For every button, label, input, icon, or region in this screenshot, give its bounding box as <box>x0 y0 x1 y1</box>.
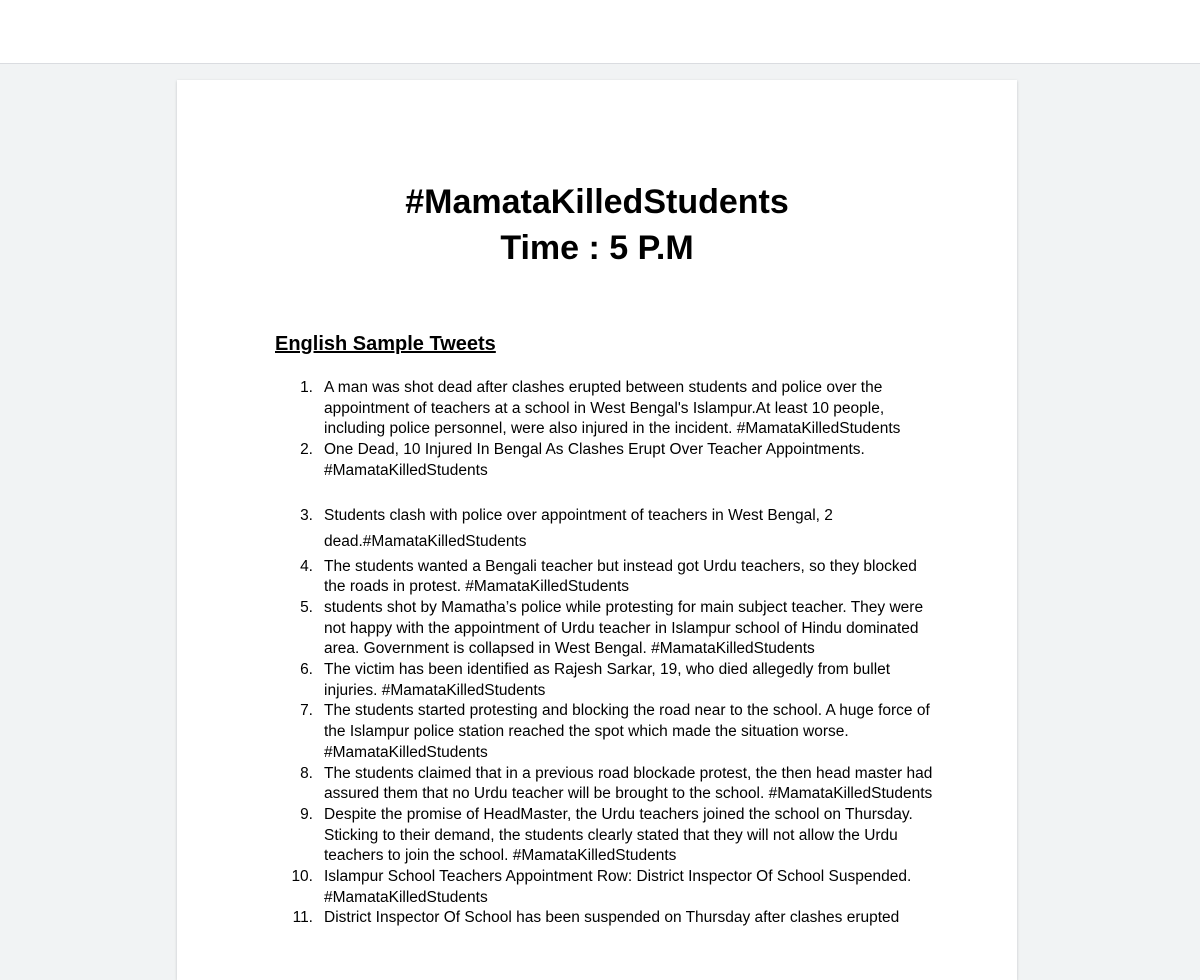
list-number: 6. <box>300 661 313 679</box>
list-number: 11. <box>292 909 313 927</box>
list-number: 8. <box>300 764 313 782</box>
list-number: 3. <box>300 506 313 524</box>
tweet-text: District Inspector Of School has been suspended on Thursday after clashes erupted <box>324 909 900 927</box>
list-number: 4. <box>300 557 313 575</box>
tweet-text: The students wanted a Bengali teacher but instead got Urdu teachers, so they blocked the roads in protest. #MamataKilledStudents <box>324 557 917 596</box>
tweet-text: The victim has been identified as Rajesh Sarkar, 19, who died allegedly from bullet injuries. #MamataKilledStudents <box>324 661 891 699</box>
document-page <box>177 80 1017 980</box>
tweet-list <box>275 378 935 929</box>
tweet-text: Despite the promise of HeadMaster, the Urdu teachers joined the school on Thursday. Sticking to their demand, the students clearly stated that they will not allow the Urdu teachers to join the school. #MamataKilledStudents <box>324 805 913 865</box>
list-item <box>275 503 935 556</box>
tweet-text: The students started protesting and blocking the road near to the school. A huge force of the Islampur police station reached the spot which made the situation worse. #MamataKilledStudents <box>324 702 930 761</box>
tweet-text: Students clash with police over appointment of teachers in West Bengal, 2 dead.#MamataKilledStudents <box>324 506 833 551</box>
list-item <box>275 701 935 763</box>
tweet-text: The students claimed that in a previous road blockade protest, the then head master had assured them that no Urdu teacher will be brought to the school. #MamataKilledStudents <box>324 764 933 803</box>
tweet-text: Islampur School Teachers Appointment Row: District Inspector Of School Suspended. #MamataKilledStudents <box>324 868 912 906</box>
tweet-text: One Dead, 10 Injured In Bengal As Clashes Erupt Over Teacher Appointments. #MamataKilledStudents <box>324 441 865 479</box>
list-item <box>275 378 935 440</box>
list-item <box>275 440 935 481</box>
list-item <box>275 867 935 908</box>
tweet-text: students shot by Mamatha’s police while protesting for main subject teacher. They were not happy with the appointment of Urdu teacher in Islampur school of Hindu dominated area. Government is collapsed in West Bengal. #MamataKilledStudents <box>324 598 924 658</box>
list-item <box>275 598 935 660</box>
list-item <box>275 764 935 805</box>
list-number: 1. <box>300 379 313 396</box>
list-item <box>275 557 935 598</box>
list-number: 2. <box>300 441 313 459</box>
document-title <box>177 179 1017 271</box>
top-bar <box>0 0 1200 64</box>
list-number: 5. <box>300 598 313 616</box>
list-item <box>275 660 935 701</box>
list-number: 10. <box>291 868 313 886</box>
list-number: 7. <box>300 702 313 720</box>
list-item <box>275 805 935 867</box>
list-item <box>275 908 935 929</box>
list-number: 9. <box>300 805 313 823</box>
title-time: Time : 5 P.M <box>500 229 694 267</box>
title-hashtag: #MamataKilledStudents <box>405 183 789 221</box>
tweet-text: A man was shot dead after clashes erupted between students and police over the appointment of teachers at a school in West Bengal's Islampur.At least 10 people, including police personnel, were also injured in the incident. #MamataKilledStudents <box>324 379 901 438</box>
section-heading: English Sample Tweets <box>275 333 496 355</box>
